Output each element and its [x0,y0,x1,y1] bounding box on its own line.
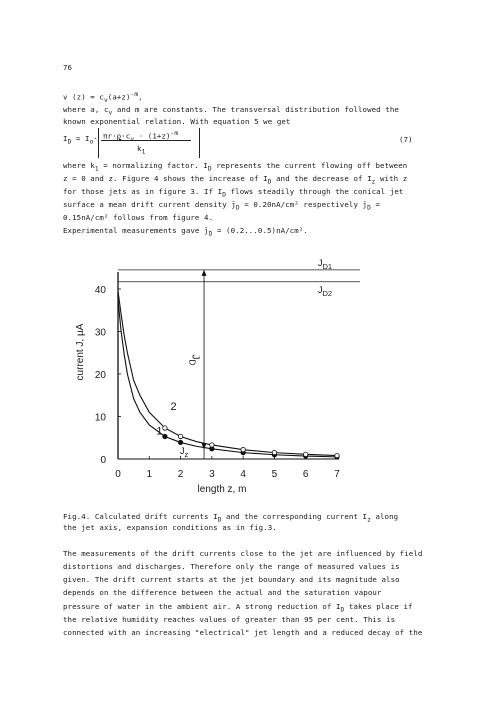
series-point-2 [272,450,276,454]
series-point-2 [178,434,182,438]
paragraph-2-line: z = 0 and z. Figure 4 shows the increase of $I_D$ and the decrease of $I_z$ with z [63,174,408,186]
paragraph-2-line: Experimental measurements gave $j̄_D = (0.2...0.5)nA/cm^2$. [63,226,308,238]
series-point-1 [178,440,182,444]
jd-arrow-label: $J_D$ [187,354,201,366]
paragraph-1-line: known exponential relation. With equation 5 we get [63,117,291,126]
paragraph-3-line: The measurements of the drift currents close to the jet are influenced by field [63,549,423,558]
paragraph-2-line: where $k_1$ = normalizing factor. $I_D$ represents the current flowing off between [63,161,408,173]
y-tick-label: 0 [100,455,106,466]
series-label-1: 1 [156,425,163,438]
paragraph-3-line: distortions and discharges. Therefore only the range of measured values is [63,562,400,571]
paragraph-2-line: for those jets as in figure 3. If $I_D$ flows steadily through the conical jet [63,187,404,199]
x-axis-label: length z, m [197,484,247,495]
reference-line-label: $J_{D1}$ [318,257,333,271]
y-tick-label: 20 [94,370,106,381]
reference-line-label: $J_{D2}$ [318,284,333,298]
x-tick-label: 4 [240,469,246,480]
y-tick-label: 30 [94,327,106,339]
x-tick-label: 1 [146,469,153,480]
x-tick-label: 5 [271,469,278,480]
jz-label: $J_z$ [180,446,189,460]
series-point-2 [163,426,167,430]
x-tick-label: 2 [177,469,184,480]
series-point-2 [335,453,339,457]
page-number: 76 [63,63,73,72]
y-tick-label: 40 [94,285,106,296]
x-tick-label: 3 [209,469,215,480]
series-label-2: 2 [170,401,177,414]
series-line-2 [118,291,337,455]
series-point-2 [210,443,214,447]
paragraph-3-line: connected with an increasing "electrical" jet length and a reduced decay of the [63,628,423,637]
series-line-1 [118,300,337,457]
x-tick-label: 6 [302,469,309,480]
paragraph-3-line: the relative humidity reaches values of greater than 95 per cent. This is [63,615,396,624]
equation-7-lhs: $I_D = I_o\cdot$ [63,134,98,146]
x-tick-label: 0 [115,469,121,480]
paragraph-2-line: surface a mean drift current density $j̄_D = 0.20nA/cm^2$ respectively $j̄_D$ = [63,200,381,212]
series-point-2 [241,447,245,451]
figure-caption-line: the jet axis, expansion conditions as in fig.3. [63,523,277,532]
equation-7-number: (7) [399,135,413,144]
paragraph-2-line: 0.15nA/cm² follows from figure 4. [63,213,214,222]
series-point-2 [304,452,308,456]
figure-caption-line: Fig.4. Calculated drift currents $I_D$ and the corresponding current $I_z$ along [63,512,399,524]
equation-7-numerator: $\pi r\cdot\rho\cdot c_v \cdot (1+z)^{-m}$ [103,130,179,143]
jd-arrow-head-up [202,270,207,276]
paragraph-3-line: depends on the difference between the actual and the saturation vapour [63,588,382,597]
y-axis-label: current J, µA [75,323,86,381]
y-tick-label: 10 [94,412,106,424]
equation-7-denominator: $k_1$ [137,144,146,156]
paragraph-3-line: given. The drift current starts at the jet boundary and its magnitude also [63,575,400,584]
equation-velocity: v $(z) = c_v(a+z)^{-m}$, [63,91,143,104]
x-tick-label: 7 [334,469,340,480]
paragraph-1-line: where a, $c_v$ and m are constants. The transversal distribution followed the [63,105,399,117]
paragraph-3-line: pressure of water in the ambient air. A strong reduction of $I_D$ takes place if [63,602,413,614]
series-point-1 [163,434,167,438]
